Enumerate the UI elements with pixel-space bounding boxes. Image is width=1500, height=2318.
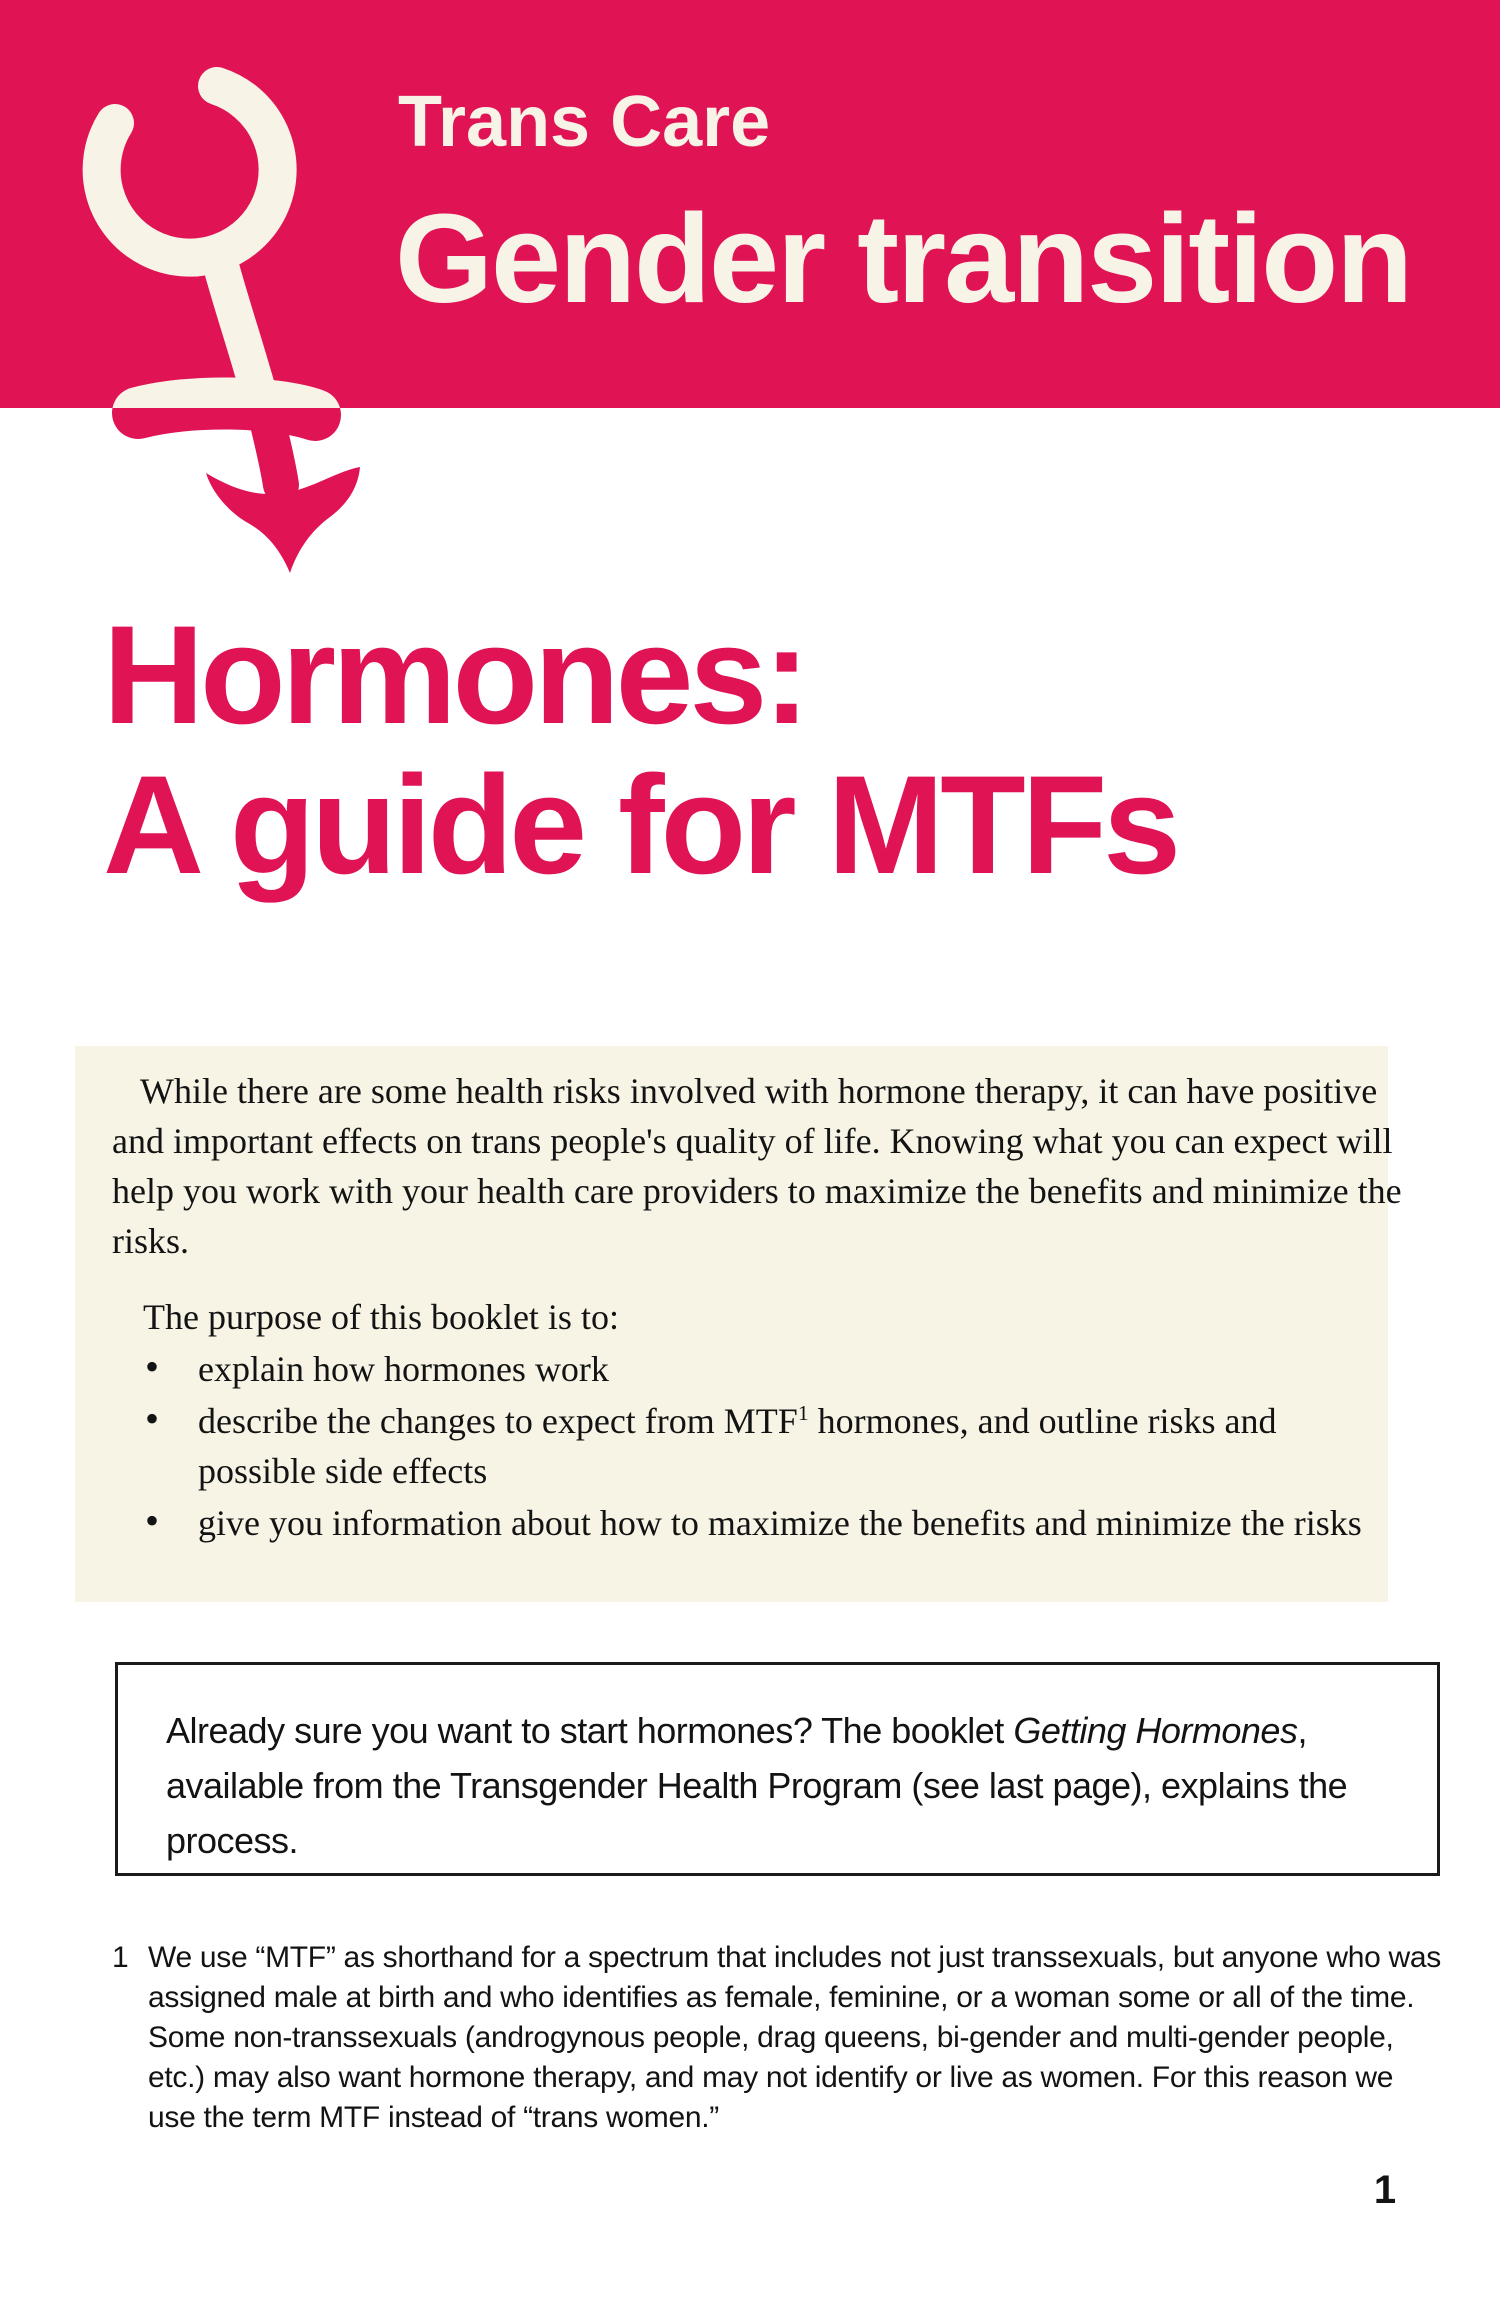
page-title-line2: A guide for MTFs xyxy=(103,746,1178,903)
note-text-italic: Getting Hormones xyxy=(1013,1710,1298,1751)
page-title xyxy=(103,596,1403,903)
list-item xyxy=(143,1498,1378,1548)
bullet-text: describe the changes to expect from MTF xyxy=(198,1401,798,1441)
bullet-text: explain how hormones work xyxy=(198,1349,609,1389)
bullet-text: hormones, and outline risks and possible side effects xyxy=(198,1401,1277,1491)
transgender-symbol-icon xyxy=(40,35,370,595)
list-item xyxy=(143,1396,1378,1496)
header-title: Gender transition xyxy=(395,188,1412,329)
purpose-heading: The purpose of this booklet is to: xyxy=(143,1297,619,1337)
series-title: Trans Care xyxy=(398,82,771,162)
footnote-reference: 1 xyxy=(797,1401,809,1425)
footnote-marker: 1 xyxy=(112,1941,129,1974)
footnote xyxy=(112,1938,1442,2138)
purpose-section xyxy=(143,1292,1393,1548)
footnote-text: We use “MTF” as shorthand for a spectrum that includes not just transsexuals, but anyone who was assigned male at birth and who identifies as female, feminine, or a woman some or all of the time. Some non-transsexuals (androgynous people, drag queens, bi-gender and multi-gender people, etc.) may also want hormone therapy, and may not identify or live as women. For this reason we use the term MTF instead of “trans women.” xyxy=(148,1941,1441,2134)
purpose-list xyxy=(143,1344,1393,1548)
note-text: Already sure you want to start hormones? The booklet xyxy=(166,1710,1014,1751)
bullet-text: give you information about how to maximize the benefits and minimize the risks xyxy=(198,1503,1362,1543)
list-item xyxy=(143,1344,1378,1394)
note-box xyxy=(115,1662,1440,1876)
intro-paragraph: While there are some health risks involved with hormone therapy, it can have positive and important effects on trans people's quality of life. Knowing what you can expect will help you work with your health care providers to maximize the benefits and minimize the risks. xyxy=(112,1071,1402,1261)
note-text: , available from the Transgender Health Program (see last page), explains the process. xyxy=(166,1710,1348,1861)
page-title-line1: Hormones: xyxy=(103,596,806,753)
page-number: 1 xyxy=(1373,2168,1397,2212)
